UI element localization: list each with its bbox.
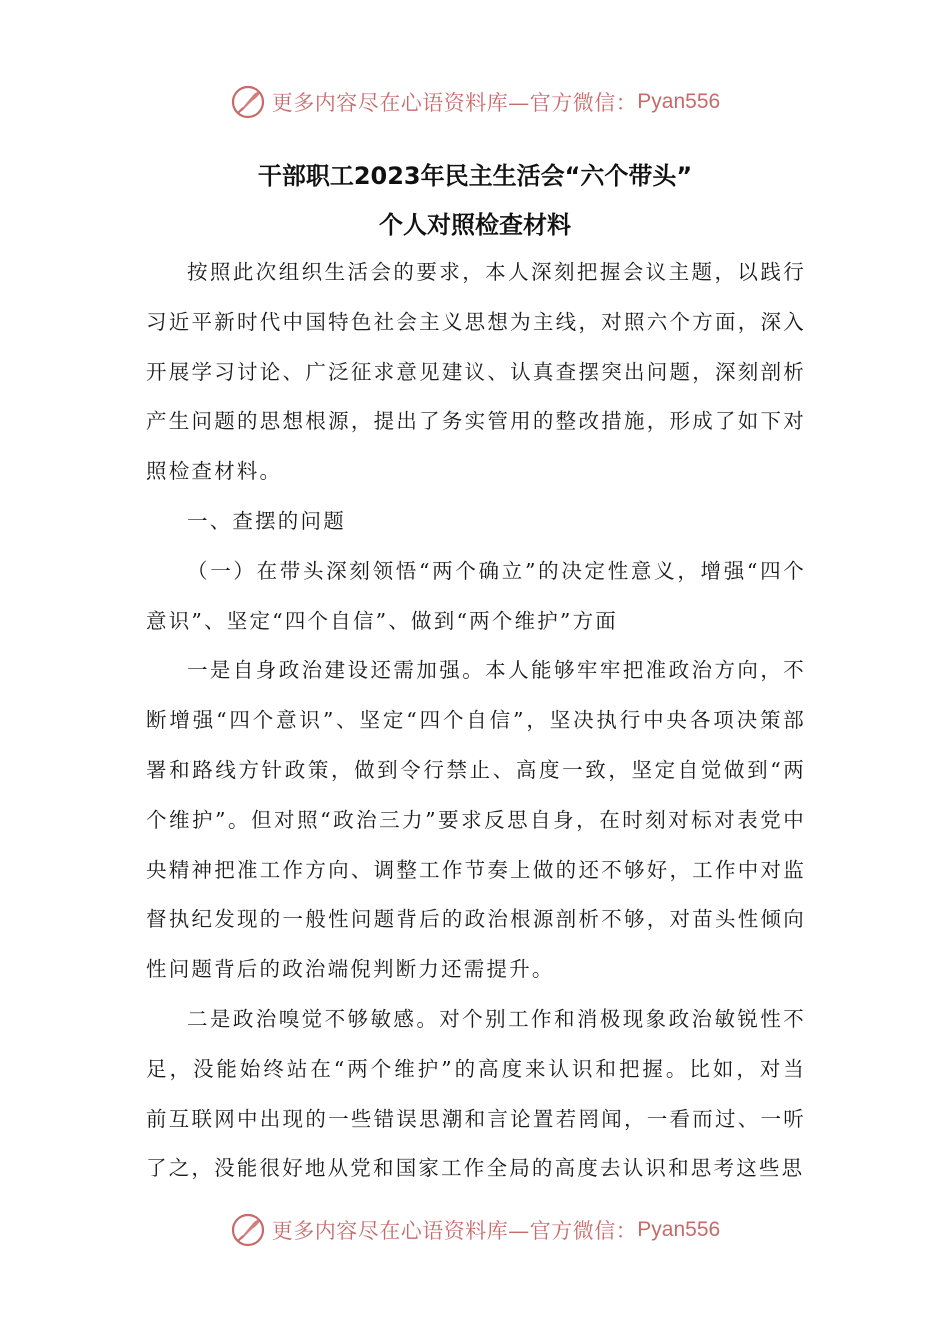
watermark-wechat-id: Pyan556 [637,90,721,113]
quill-logo-icon [230,84,266,120]
paragraph-intro: 按照此次组织生活会的要求，本人深刻把握会议主题，以践行习近平新时代中国特色社会主义思想为主线，对照六个方面，深入开展学习讨论、广泛征求意见建议、认真查摆突出问题，深刻剖析产生问题的思想根源，提出了务实管用的整改措施，形成了如下对照检查材料。 [146,260,806,484]
document-title-line2: 个人对照检查材料 [379,211,571,239]
document-title-line1: 干部职工2023年民主生活会“六个带头” [257,162,693,190]
section-heading-1: 一、查摆的问题 [187,508,346,533]
watermark-text: 更多内容尽在心语资料库—官方微信： [271,1219,638,1243]
paragraph-point-2: 二是政治嗅觉不够敏感。对个别工作和消极现象政治敏锐性不足，没能始终站在“两个维护”的高度来认识和把握。比如，对当前互联网中出现的一些错误思潮和言论置若罔闻，一看而过、一听了之，没能很好地从党和国家工作全局的高度去认识和思考这些思 [146,1006,806,1181]
watermark-wechat-id: Pyan556 [637,1218,721,1241]
paragraph-point-1: 一是自身政治建设还需加强。本人能够牢牢把准政治方向，不断增强“四个意识”、坚定“四个自信”，坚决执行中央各项决策部署和路线方针政策，做到令行禁止、高度一致，坚定自觉做到“两个维护”。但对照“政治三力”要求反思自身，在时刻对标对表党中央精神把准工作方向、调整工作节奏上做的还不够好，工作中对监督执纪发现的一般性问题背后的政治根源剖析不够，对苗头性倾向性问题背后的政治端倪判断力还需提升。 [146,658,806,982]
document-body [146,248,806,1194]
watermark-banner-top [0,82,950,122]
watermark-banner-bottom [0,1210,950,1250]
quill-logo-icon [230,1212,266,1248]
watermark-text: 更多内容尽在心语资料库—官方微信： [271,91,638,115]
subsection-heading-1: （一）在带头深刻领悟“两个确立”的决定性意义，增强“四个意识”、坚定“四个自信”、做到“两个维护”方面 [146,558,806,633]
